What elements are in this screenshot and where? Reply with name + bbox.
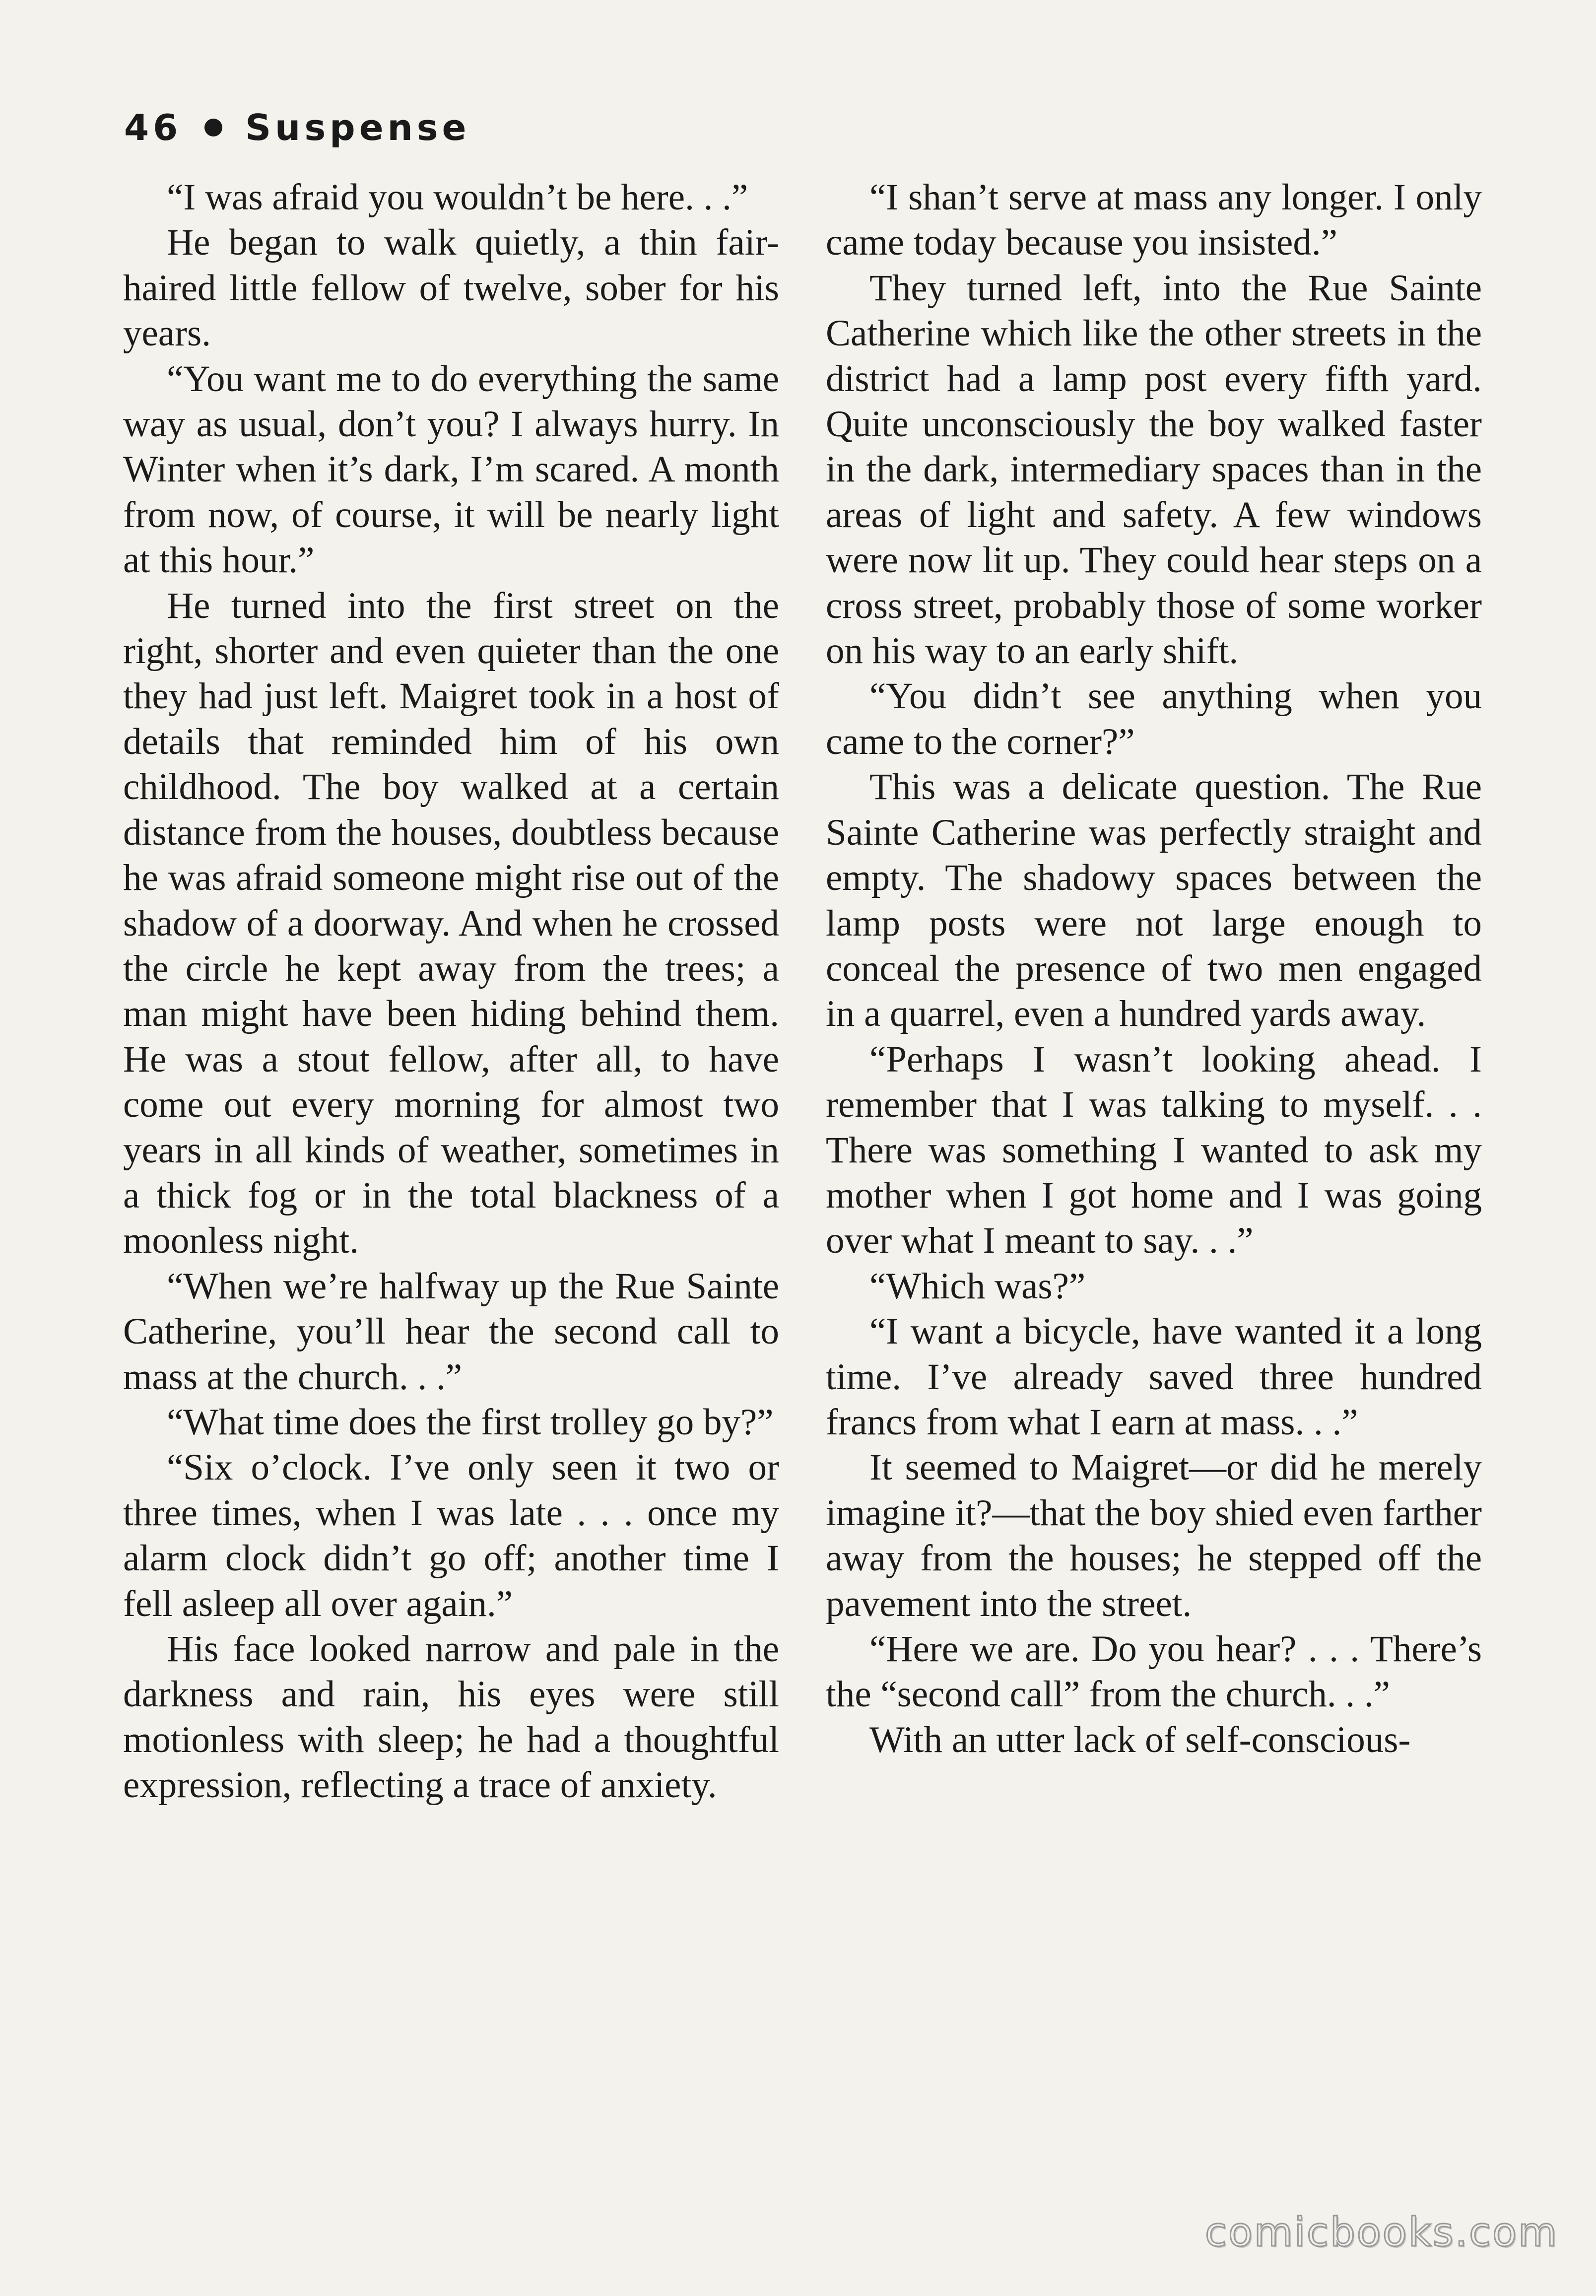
paragraph: “Perhaps I wasn’t looking ahead. I remember that I was talking to myself. . . There was something I wanted to ask my mother when I got home and I was going over what I meant to say. . .” — [826, 1038, 1482, 1262]
paragraph: This was a delicate question. The Rue Sainte Catherine was perfectly straight and empty. The shadowy spaces between the lamp posts were not large enough to conceal the presence of two men engaged in a quarrel, even a hundred yards away. — [826, 766, 1482, 1035]
paragraph: “I shan’t serve at mass any longer. I only came today because you insisted.” — [826, 177, 1482, 264]
paragraph: “You want me to do everything the same way as usual, don’t you? I always hurry. In Winter when it’s dark, I’m scared. A month from now, of course, it will be nearly light at this hour.” — [123, 358, 779, 581]
running-head — [124, 107, 470, 148]
paragraph: “I was afraid you wouldn’t be here. . .” — [167, 177, 748, 218]
watermark: comicbooks.com — [1204, 2209, 1558, 2255]
left-column — [123, 175, 779, 1808]
page-number: 46 — [124, 107, 182, 148]
paragraph: “When we’re halfway up the Rue Sainte Catherine, you’ll hear the second call to mass at the church. . .” — [123, 1265, 779, 1398]
paragraph: “Which was?” — [869, 1265, 1086, 1307]
bullet-icon — [204, 119, 222, 136]
paragraph: “Six o’clock. I’ve only seen it two or three times, when I was late . . . once my alarm clock didn’t go off; another time I fell asleep all over again.” — [123, 1447, 779, 1624]
paragraph: He turned into the first street on the right, shorter and even quieter than the one they had just left. Maigret took in a host of details that reminded him of his own childhood. The boy walked at a certain distance from the houses, doubtless because he was afraid someone might rise out of the shadow of a doorway. And when he crossed the circle he kept away from the trees; a man might have been hiding behind them. He was a stout fellow, after all, to have come out every morning for almost two years in all kinds of weather, sometimes in a thick fog or in the total blackness of a moonless night. — [123, 585, 779, 1262]
paragraph: “I want a bicycle, have wanted it a long time. I’ve already saved three hundred francs from what I earn at mass. . .” — [826, 1311, 1482, 1443]
paragraph: He began to walk quietly, a thin fair-haired little fellow of twelve, sober for his years. — [123, 222, 779, 354]
paragraph: “You didn’t see anything when you came to the corner?” — [826, 675, 1482, 762]
paragraph: His face looked narrow and pale in the darkness and rain, his eyes were still motionless with sleep; he had a thoughtful expression, reflecting a trace of anxiety. — [123, 1628, 779, 1806]
paragraph: They turned left, into the Rue Sainte Catherine which like the other streets in the district had a lamp post every fifth yard. Quite unconsciously the boy walked faster in the dark, intermediary spaces than in the areas of light and safety. A few windows were now lit up. They could hear steps on a cross street, probably those of some worker on his way to an early shift. — [826, 267, 1482, 672]
right-column — [826, 175, 1482, 1762]
paragraph: It seemed to Maigret—or did he merely imagine it?—that the boy shied even farther away from the houses; he stepped off the pavement into the street. — [826, 1447, 1482, 1624]
paragraph: With an utter lack of self-conscious- — [869, 1719, 1411, 1760]
magazine-title: Suspense — [245, 107, 470, 148]
paragraph: “Here we are. Do you hear? . . . There’s the “second call” from the church. . .” — [826, 1628, 1482, 1715]
paragraph: “What time does the first trolley go by?” — [167, 1401, 774, 1443]
